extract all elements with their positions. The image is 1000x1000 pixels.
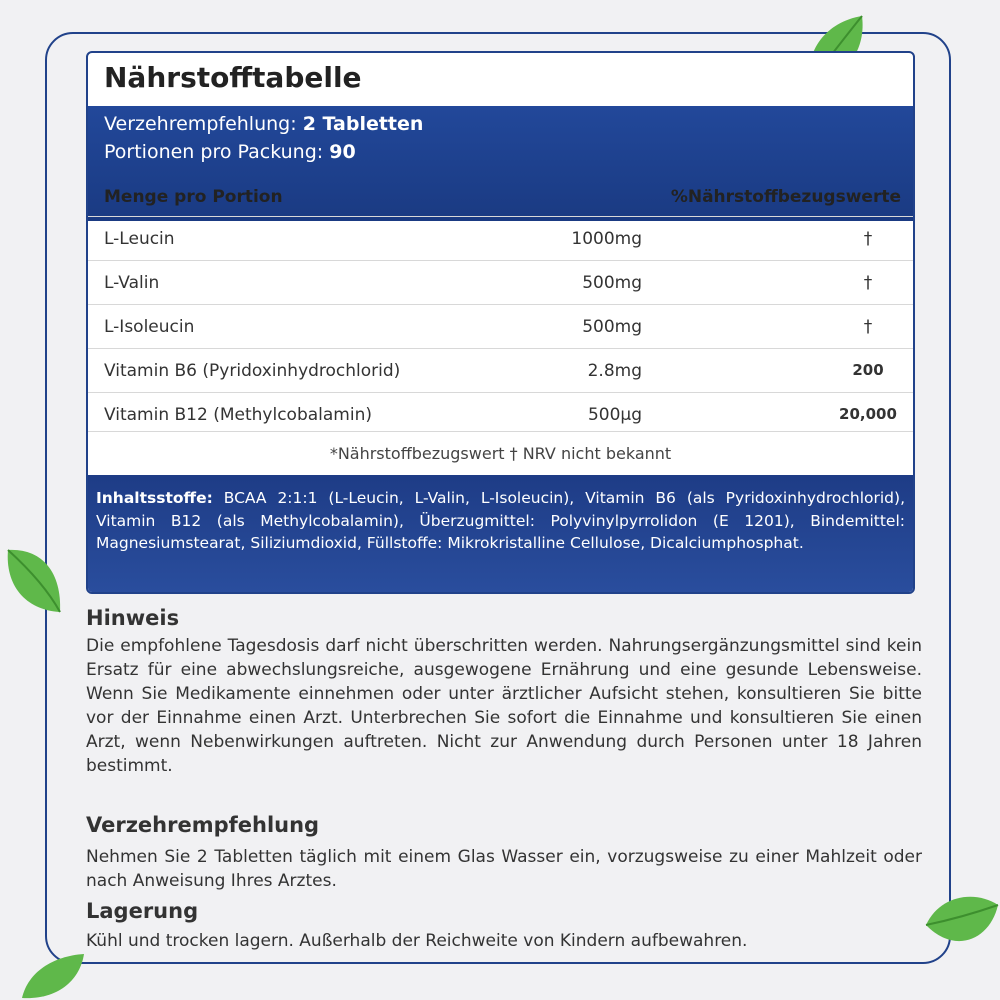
nutrient-nrv: 200 (852, 361, 884, 379)
lagerung-text: Kühl und trocken lagern. Außerhalb der Reichweite von Kindern aufbewahren. (86, 931, 748, 951)
nutrient-nrv: † (863, 229, 873, 249)
portions-row (104, 138, 897, 166)
nutrient-name: Vitamin B6 (Pyridoxinhydrochlorid) (104, 361, 401, 381)
footnote: *Nährstoffbezugswert † NRV nicht bekannt (88, 431, 913, 476)
nutrient-amount: 500mg (582, 273, 642, 293)
nutrient-rows (88, 216, 913, 436)
nutrient-name: Vitamin B12 (Methylcobalamin) (104, 405, 372, 425)
portions-value: 90 (329, 141, 356, 163)
hinweis-title: Hinweis (86, 606, 180, 630)
nutrient-name: L-Leucin (104, 229, 175, 249)
col-header-amount: Menge pro Portion (104, 187, 283, 207)
serving-value: 2 Tabletten (302, 113, 424, 135)
verzehr-title: Verzehrempfehlung (86, 813, 320, 837)
lagerung-title: Lagerung (86, 899, 199, 923)
nutrient-nrv: 20,000 (839, 405, 897, 423)
hinweis-text: Die empfohlene Tagesdosis darf nicht überschritten werden. Nahrungsergänzungsmittel sind kein Ersatz für eine abwechslungsreiche, ausgewogene Ernährung und eine gesunde Lebensweise. Wenn Sie Medikamente einnehmen oder unter ärztlicher Aufsicht stehen, konsultieren Sie bitte vor der Einnahme einen Arzt. Unterbrechen Sie sofort die Einnahme und konsultieren Sie einen Arzt, wenn Nebenwirkungen auftreten. Nicht zur Anwendung durch Personen unter 18 Jahren bestimmt. (86, 636, 922, 776)
nutrient-amount: 1000mg (571, 229, 642, 249)
verzehr-text: Nehmen Sie 2 Tabletten täglich mit einem Glas Wasser ein, vorzugsweise zu einer Mahlzeit oder nach Anweisung Ihres Arztes. (86, 847, 922, 891)
leaf-icon (920, 885, 1000, 965)
table-row (88, 304, 913, 348)
nutrient-amount: 500mg (582, 317, 642, 337)
ingredients-block (88, 475, 913, 594)
table-row (88, 216, 913, 260)
serving-label: Verzehrempfehlung: (104, 113, 297, 135)
nutrient-name: L-Valin (104, 273, 160, 293)
leaf-icon (18, 950, 88, 1000)
leaf-icon (0, 540, 70, 620)
nutrition-table (86, 51, 915, 594)
portions-label: Portionen pro Packung: (104, 141, 324, 163)
table-header (104, 177, 901, 217)
nutrient-name: L-Isoleucin (104, 317, 195, 337)
nutrient-nrv: † (863, 317, 873, 337)
ingredients-label: Inhaltsstoffe: (96, 489, 213, 507)
ingredients-text: BCAA 2:1:1 (L-Leucin, L-Valin, L-Isoleucin), Vitamin B6 (als Pyridoxinhydrochlorid), Vitamin B12 (als Methylcobalamin), Überzugmittel: Polyvinylpyrrolidon (E 1201), Bindemittel: Magnesiumstearat, Siliziumdioxid, Füllstoffe: Mikrokristalline Cellulose, Dicalciumphosphat. (96, 489, 905, 552)
nutrient-amount: 500µg (587, 405, 642, 425)
table-row (88, 348, 913, 392)
nutrient-amount: 2.8mg (587, 361, 642, 381)
nutrition-title: Nährstofftabelle (104, 61, 362, 94)
col-header-nrv: %Nährstoffbezugswerte (670, 187, 901, 207)
table-row (88, 392, 913, 436)
serving-row (104, 110, 897, 138)
table-row (88, 260, 913, 304)
nutrient-nrv: † (863, 273, 873, 293)
